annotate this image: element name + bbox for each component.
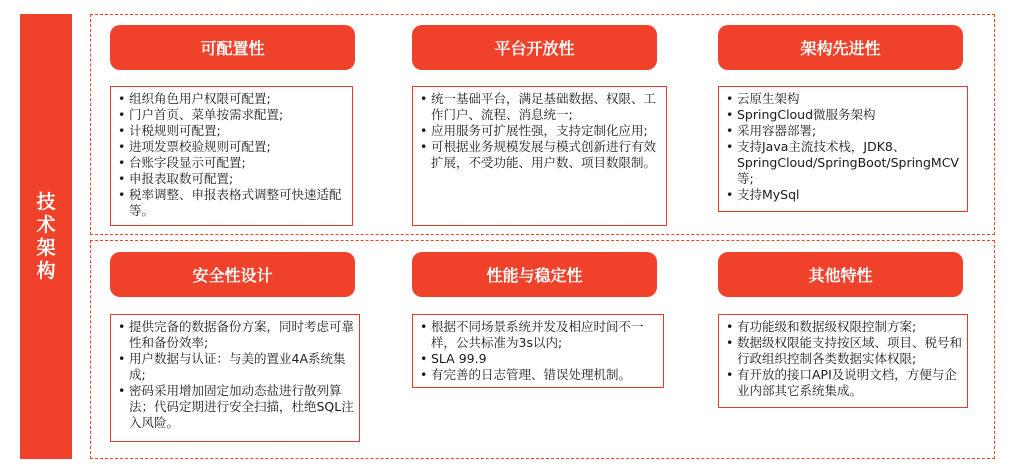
card-body-platform-openness (412, 86, 667, 226)
list-item: • 根据不同场景系统并发及相应时间不一样，公共标准为3s以内; (419, 319, 659, 351)
list-item: • 进项发票校验规则可配置; (117, 139, 348, 155)
list-item: • 提供完备的数据备份方案，同时考虑可靠性和备份效率; (117, 319, 355, 351)
list-item: • 应用服务可扩展性强，支持定制化应用; (419, 123, 662, 139)
feature-list (419, 91, 662, 171)
card-title-security-design: 安全性设计 (110, 252, 355, 297)
list-item: • 数据级权限能支持按区域、项目、税号和行政组织控制各类数据实体权限; (725, 335, 963, 367)
card-title-platform-openness: 平台开放性 (412, 25, 657, 70)
list-item: • 有完善的日志管理、错误处理机制。 (419, 367, 659, 383)
card-title-configurability: 可配置性 (110, 25, 355, 70)
feature-list (117, 319, 355, 431)
feature-list (419, 319, 659, 383)
list-item: • 申报表取数可配置; (117, 171, 348, 187)
list-item: • 有开放的接口API及说明文档，方便与企业内部其它系统集成。 (725, 367, 963, 399)
card-body-configurability (110, 86, 353, 226)
sidebar-title: 技术架构 (36, 190, 56, 282)
list-item: • 税率调整、申报表格式调整可快速适配等。 (117, 187, 348, 219)
card-body-security-design (110, 314, 360, 442)
feature-list (117, 91, 348, 219)
list-item: • 采用容器部署; (725, 123, 963, 139)
list-item: • 可根据业务规模发展与模式创新进行有效扩展，不受功能、用户数、项目数限制。 (419, 139, 662, 171)
list-item: • 计税规则可配置; (117, 123, 348, 139)
list-item: • 组织角色用户权限可配置; (117, 91, 348, 107)
list-item: • 有功能级和数据级权限控制方案; (725, 319, 963, 335)
list-item: • SpringCloud微服务架构 (725, 107, 963, 123)
list-item: • 统一基础平台，满足基础数据、权限、工作门户、流程、消息统一; (419, 91, 662, 123)
list-item: • 云原生架构 (725, 91, 963, 107)
card-title-architecture-advancement: 架构先进性 (718, 25, 963, 70)
list-item: • 台账字段显示可配置; (117, 155, 348, 171)
list-item: • 密码采用增加固定加动态盐进行散列算法；代码定期进行安全扫描，杜绝SQL注入风险。 (117, 383, 355, 431)
list-item: • 支持MySql (725, 187, 963, 203)
card-title-other-features: 其他特性 (718, 252, 963, 297)
tech-architecture-sidebar (20, 14, 72, 459)
card-body-performance-stability (412, 314, 664, 388)
list-item: • 用户数据与认证：与美的置业4A系统集成; (117, 351, 355, 383)
list-item: • SLA 99.9 (419, 351, 659, 367)
card-title-performance-stability: 性能与稳定性 (412, 252, 657, 297)
feature-list (725, 91, 963, 203)
list-item: • 门户首页、菜单按需求配置; (117, 107, 348, 123)
list-item: • 支持Java主流技术栈，JDK8、SpringCloud/SpringBoot/SpringMCV等; (725, 139, 963, 187)
card-body-other-features (718, 314, 968, 408)
feature-list (725, 319, 963, 399)
card-body-architecture-advancement (718, 86, 968, 212)
